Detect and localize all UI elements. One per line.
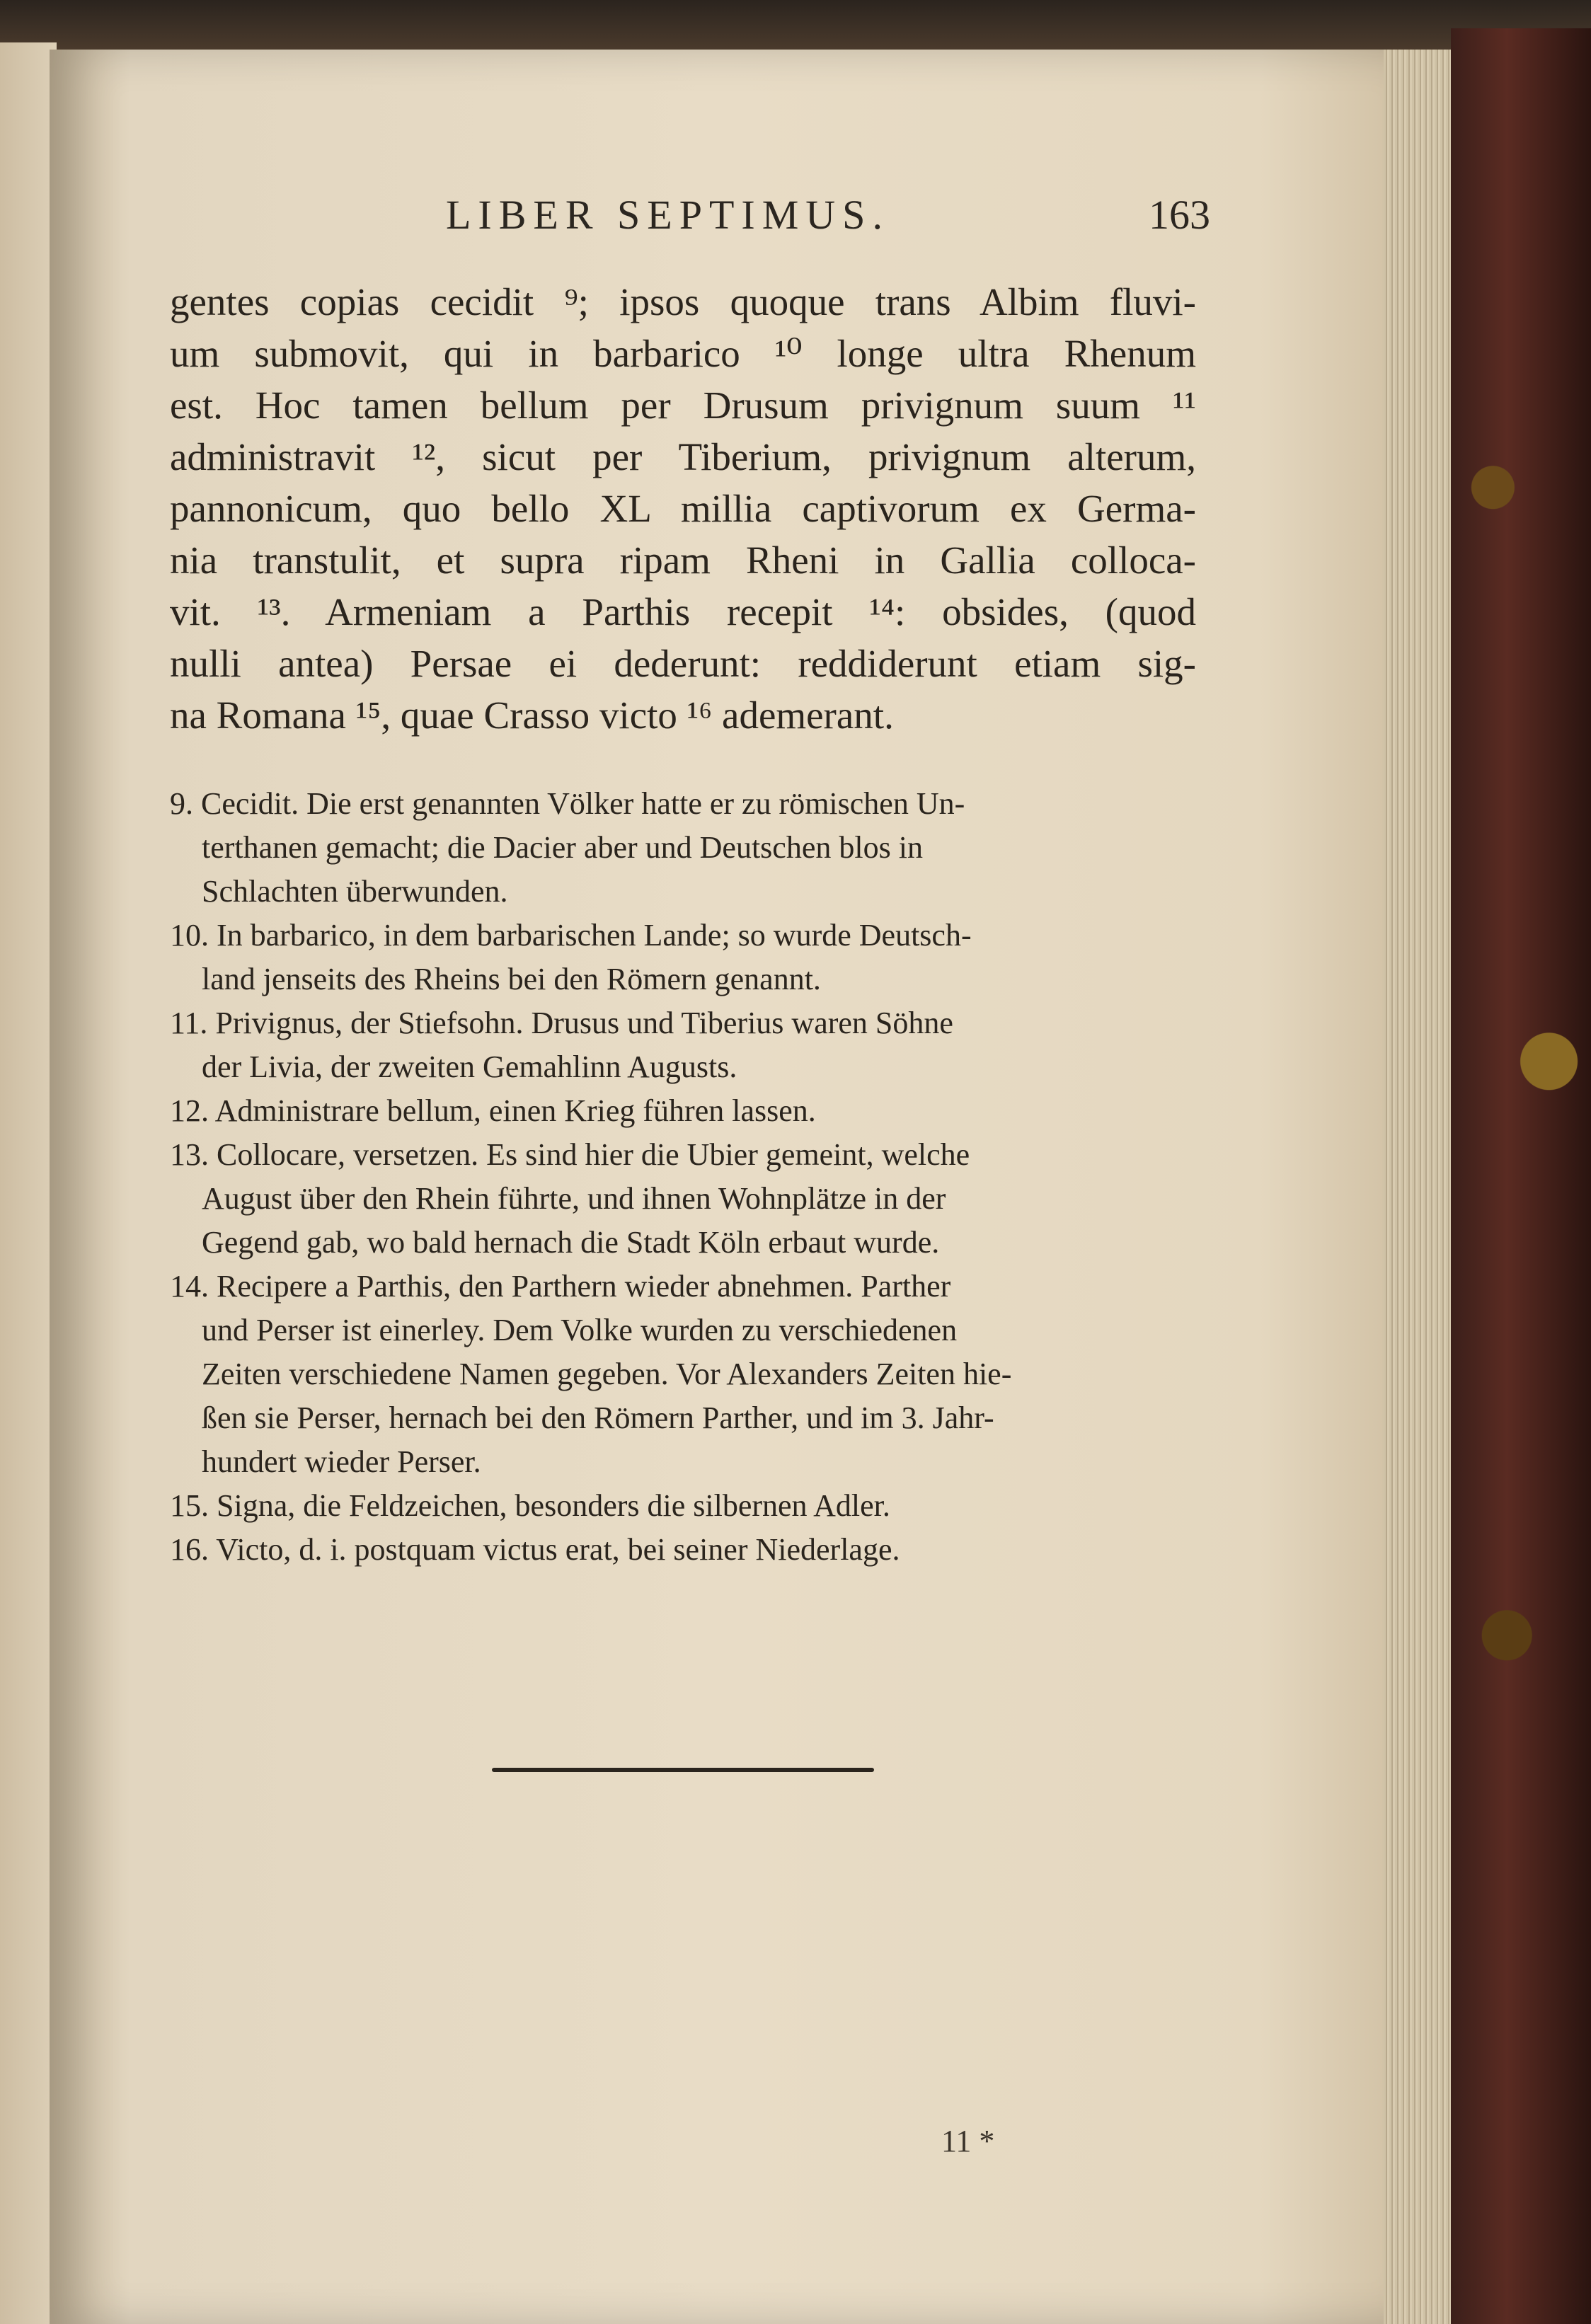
footnote-line: 15. Signa, die Feldzeichen, besonders die silbernen Adler. bbox=[170, 1488, 890, 1523]
left-page-edge bbox=[0, 42, 57, 2324]
footnote-line: Schlachten überwunden. bbox=[202, 874, 508, 909]
main-text-line: pannonicum, quo bello XL millia captivorum ex Germa- bbox=[170, 487, 1196, 530]
main-text-line: gentes copias cecidit ⁹; ipsos quoque trans Albim fluvi- bbox=[170, 280, 1196, 323]
footnote-line: August über den Rhein führte, und ihnen Wohnplätze in der bbox=[202, 1181, 946, 1216]
running-head-title: LIBER SEPTIMUS. bbox=[446, 192, 890, 238]
main-text-line: um submovit, qui in barbarico ¹⁰ longe ultra Rhenum bbox=[170, 332, 1196, 375]
main-text-line: administravit ¹², sicut per Tiberium, privignum alterum, bbox=[170, 435, 1196, 478]
signature-mark: 11 * bbox=[941, 2124, 995, 2158]
end-rule bbox=[492, 1768, 874, 1772]
footnote-line: terthanen gemacht; die Dacier aber und Deutschen blos in bbox=[202, 830, 923, 865]
footnote-line: Gegend gab, wo bald hernach die Stadt Köln erbaut wurde. bbox=[202, 1225, 940, 1260]
footnote-line: 16. Victo, d. i. postquam victus erat, bei seiner Niederlage. bbox=[170, 1532, 900, 1567]
footnote-line: 11. Privignus, der Stiefsohn. Drusus und Tiberius waren Söhne bbox=[170, 1006, 953, 1040]
footnote-line: 13. Collocare, versetzen. Es sind hier die Ubier gemeint, welche bbox=[170, 1137, 970, 1172]
footnote-line: hundert wieder Perser. bbox=[202, 1444, 481, 1479]
footnote-line: Zeiten verschiedene Namen gegeben. Vor Alexanders Zeiten hie- bbox=[202, 1357, 1012, 1391]
marbled-book-cover bbox=[1451, 28, 1591, 2324]
main-text-line: nulli antea) Persae ei dederunt: reddiderunt etiam sig- bbox=[170, 642, 1196, 685]
footnote-line: 10. In barbarico, in dem barbarischen Lande; so wurde Deutsch- bbox=[170, 918, 972, 953]
main-text-line: nia transtulit, et supra ripam Rheni in Gallia colloca- bbox=[170, 539, 1196, 582]
main-text-line: na Romana ¹⁵, quae Crasso victo ¹⁶ ademerant. bbox=[170, 694, 894, 737]
main-text-line: est. Hoc tamen bellum per Drusum privignum suum ¹¹ bbox=[170, 384, 1196, 427]
footnote-line: 14. Recipere a Parthis, den Parthern wieder abnehmen. Parther bbox=[170, 1269, 951, 1304]
main-text-block bbox=[170, 276, 1196, 741]
book-top-edge bbox=[0, 0, 1591, 50]
footnote-line: der Livia, der zweiten Gemahlinn Augusts. bbox=[202, 1049, 737, 1084]
footnote-line: 12. Administrare bellum, einen Krieg führen lassen. bbox=[170, 1093, 816, 1128]
footnotes-block bbox=[170, 782, 1196, 1572]
footnote-line: und Perser ist einerley. Dem Volke wurden zu verschiedenen bbox=[202, 1313, 958, 1347]
page-number: 163 bbox=[1149, 192, 1210, 238]
footnote-line: ßen sie Perser, hernach bei den Römern Parther, und im 3. Jahr- bbox=[202, 1400, 994, 1435]
footnote-line: land jenseits des Rheins bei den Römern genannt. bbox=[202, 962, 821, 996]
footnote-line: 9. Cecidit. Die erst genannten Völker hatte er zu römischen Un- bbox=[170, 786, 965, 821]
page-stack-edges bbox=[1384, 50, 1451, 2324]
main-text-line: vit. ¹³. Armeniam a Parthis recepit ¹⁴: obsides, (quod bbox=[170, 590, 1196, 633]
running-head bbox=[170, 191, 1210, 248]
